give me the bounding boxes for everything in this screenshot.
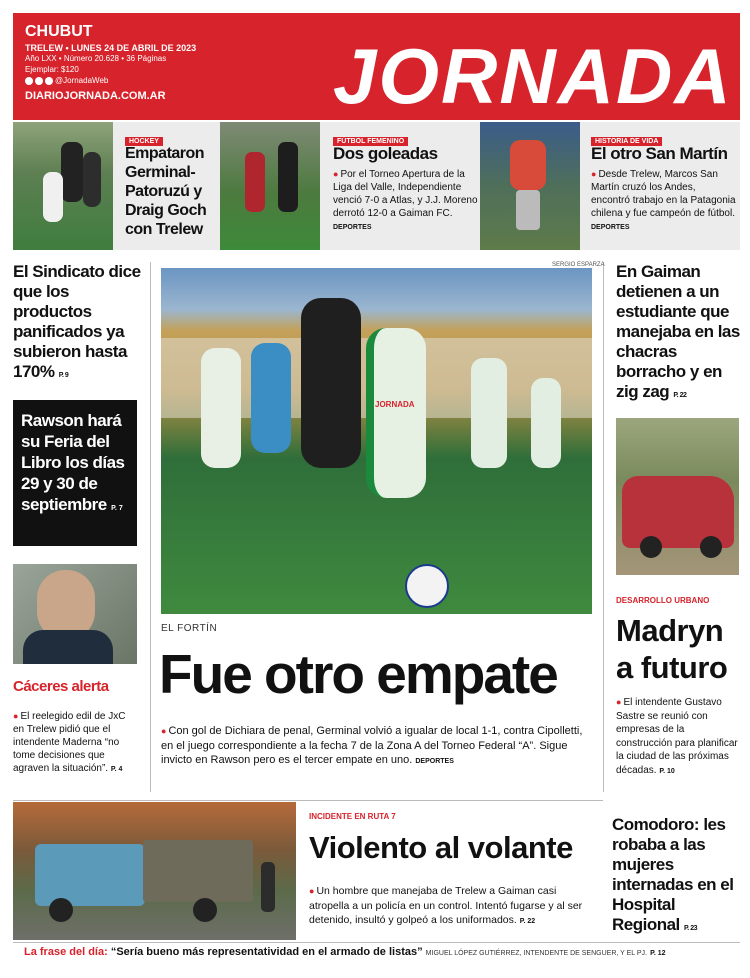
hockey-tag: HOCKEY <box>125 130 163 148</box>
top-strip <box>13 122 740 250</box>
gaiman-story[interactable]: En Gaiman detienen a un estudiante que manejaba en las chacras borracho y en zig zag P. 22 <box>616 262 740 401</box>
masthead <box>13 13 740 120</box>
caceres-summary: ● El reelegido edil de JxC en Trelew pidió que el intendente Maderna “no tome decisiones que agraven la situación”. P. 4 <box>13 710 139 776</box>
price: Ejemplar: $120 <box>25 65 79 74</box>
truck-photo <box>13 802 296 940</box>
hockey-photo <box>13 122 113 250</box>
san-martin-headline[interactable]: El otro San Martín <box>591 144 728 163</box>
comodoro-story[interactable]: Comodoro: les robaba a las mujeres internadas en el Hospital Regional P. 23 <box>612 815 734 934</box>
region-label: CHUBUT <box>25 23 93 40</box>
main-kicker: EL FORTÍN <box>161 623 218 634</box>
womens-football-headline[interactable]: Dos goleadas <box>333 144 438 163</box>
twitter-icon[interactable] <box>35 77 43 85</box>
womens-football-summary: ● Por el Torneo Apertura de la Liga del Valle, Independiente venció 7-0 a Atlas, y J.J. Moreno derrotó 12-0 a Gaiman FC. DEPORTES <box>333 168 483 234</box>
hockey-headline[interactable]: Empataron Germinal-Patoruzú y Draig Goch con Trelew <box>125 145 207 238</box>
facebook-icon[interactable] <box>25 77 33 85</box>
newspaper-logo: JORNADA <box>333 32 733 120</box>
quote-of-the-day: La frase del día: “Sería bueno más representatividad en el armado de listas” MIGUEL LÓPEZ GUTIÉRREZ, INTENDENTE DE SENGUER, Y EL PJ. P. 12 <box>24 946 666 958</box>
dateline: TRELEW • LUNES 24 DE ABRIL DE 2023 <box>25 43 197 53</box>
sindicato-story[interactable]: El Sindicato dice que los productos panificados ya subieron hasta 170% P. 9 <box>13 262 141 381</box>
caceres-photo <box>13 564 137 664</box>
caceres-headline[interactable]: Cáceres alerta <box>13 678 109 695</box>
main-summary: ● Con gol de Dichiara de penal, Germinal volvió a igualar de local 1-1, contra Cipolletti, en el juego correspondiente a la fecha 7 de la Zona A del Torneo Federal “A”. Sigue invicto en Rawson pero es el tercer empate en uno. DEPORTES <box>161 724 593 770</box>
crashed-car-photo <box>616 418 739 575</box>
social-handle: @JornadaWeb <box>55 76 109 85</box>
san-martin-photo <box>480 122 580 250</box>
main-headline[interactable]: Fue otro empate <box>159 643 557 705</box>
san-martin-summary: ● Desde Trelew, Marcos San Martín cruzó los Andes, encontró trabajo en la Patagonia chilena y fue campeón de fútbol. DEPORTES <box>591 168 737 234</box>
womens-football-photo <box>220 122 320 250</box>
madryn-summary: ● El intendente Gustavo Sastre se reunió con empresas de la construcción para planificar la ciudad de las próximas décadas. P. 10 <box>616 696 738 778</box>
madryn-tag: DESARROLLO URBANO <box>616 596 710 605</box>
incident-tag: INCIDENTE EN RUTA 7 <box>309 812 396 821</box>
feria-libro-box[interactable]: Rawson hará su Feria del Libro los días 29 y 30 de septiembre P. 7 <box>13 400 137 546</box>
bottom-rule <box>13 800 603 801</box>
footer-rule <box>13 942 740 943</box>
incident-headline[interactable]: Violento al volante <box>309 830 573 865</box>
edition-info: Año LXX • Número 20.628 • 36 Páginas <box>25 54 167 63</box>
incident-summary: ● Un hombre que manejaba de Trelew a Gaiman casi atropella a un policía en un control. Intentó fugarse y al ser detenido, insultó y golpeó a los uniformados. P. 22 <box>309 884 589 930</box>
photo-credit: SERGIO ESPARZA <box>552 262 605 268</box>
san-martin-tag: HISTORIA DE VIDA <box>591 130 662 148</box>
womens-football-tag: FÚTBOL FEMENINO <box>333 130 408 148</box>
jersey-logo: JORNADA <box>375 400 415 409</box>
social-row <box>25 76 108 85</box>
column-divider <box>150 262 151 792</box>
website-link[interactable]: DIARIOJORNADA.COM.AR <box>25 90 166 102</box>
main-photo <box>161 268 592 614</box>
instagram-icon[interactable] <box>45 77 53 85</box>
madryn-headline[interactable]: Madryn a futuro <box>616 613 728 685</box>
column-divider <box>603 262 604 792</box>
soccer-ball <box>405 564 449 608</box>
